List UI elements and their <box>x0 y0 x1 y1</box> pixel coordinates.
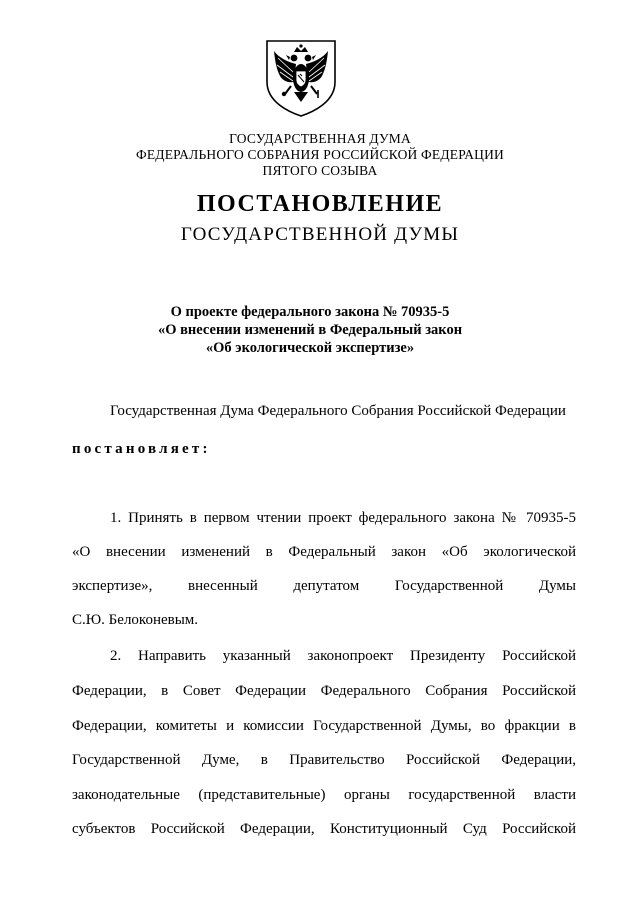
item-2-line-2: Федерации, в Совет Федерации Федерального Собрания Российской <box>72 683 576 699</box>
item-2-line-6: субъектов Российской Федерации, Конституционный Суд Российской <box>72 821 576 837</box>
subject-line-2: «О внесении изменений в Федеральный закон <box>157 322 463 338</box>
preamble-text: Государственная Дума Федерального Собрания Российской Федерации <box>110 403 566 419</box>
header-line-2: ФЕДЕРАЛЬНОГО СОБРАНИЯ РОССИЙСКОЙ ФЕДЕРАЦИИ <box>136 147 504 162</box>
document-subtitle: ГОСУДАРСТВЕННОЙ ДУМЫ <box>180 224 460 245</box>
header-line-3: ПЯТОГО СОЗЫВА <box>262 163 378 178</box>
subject-line-1: О проекте федерального закона № 70935-5 <box>170 304 450 320</box>
header-line-1: ГОСУДАРСТВЕННАЯ ДУМА <box>229 131 411 146</box>
item-1-line-2: «О внесении изменений в Федеральный закон «Об экологической <box>72 544 576 560</box>
resolves-text: постановляет: <box>72 441 211 457</box>
item-1-line-1: 1. Принять в первом чтении проект федерального закона № 70935-5 <box>110 510 576 526</box>
item-2-line-4: Государственной Думе, в Правительство Российской Федерации, <box>72 752 576 768</box>
item-2-line-1: 2. Направить указанный законопроект Президенту Российской <box>110 648 576 664</box>
item-1-line-4: С.Ю. Белоконевым. <box>72 612 199 628</box>
item-1-line-3: экспертизе», внесенный депутатом Государственной Думы <box>72 578 576 594</box>
subject-line-3: «Об экологической экспертизе» <box>205 340 415 356</box>
item-2-line-5: законодательные (представительные) органы государственной власти <box>72 787 576 803</box>
item-2-line-3: Федерации, комитеты и комиссии Государственной Думы, во фракции в <box>72 718 576 734</box>
document-title: ПОСТАНОВЛЕНИЕ <box>196 191 444 217</box>
coat-of-arms-emblem <box>263 38 339 118</box>
